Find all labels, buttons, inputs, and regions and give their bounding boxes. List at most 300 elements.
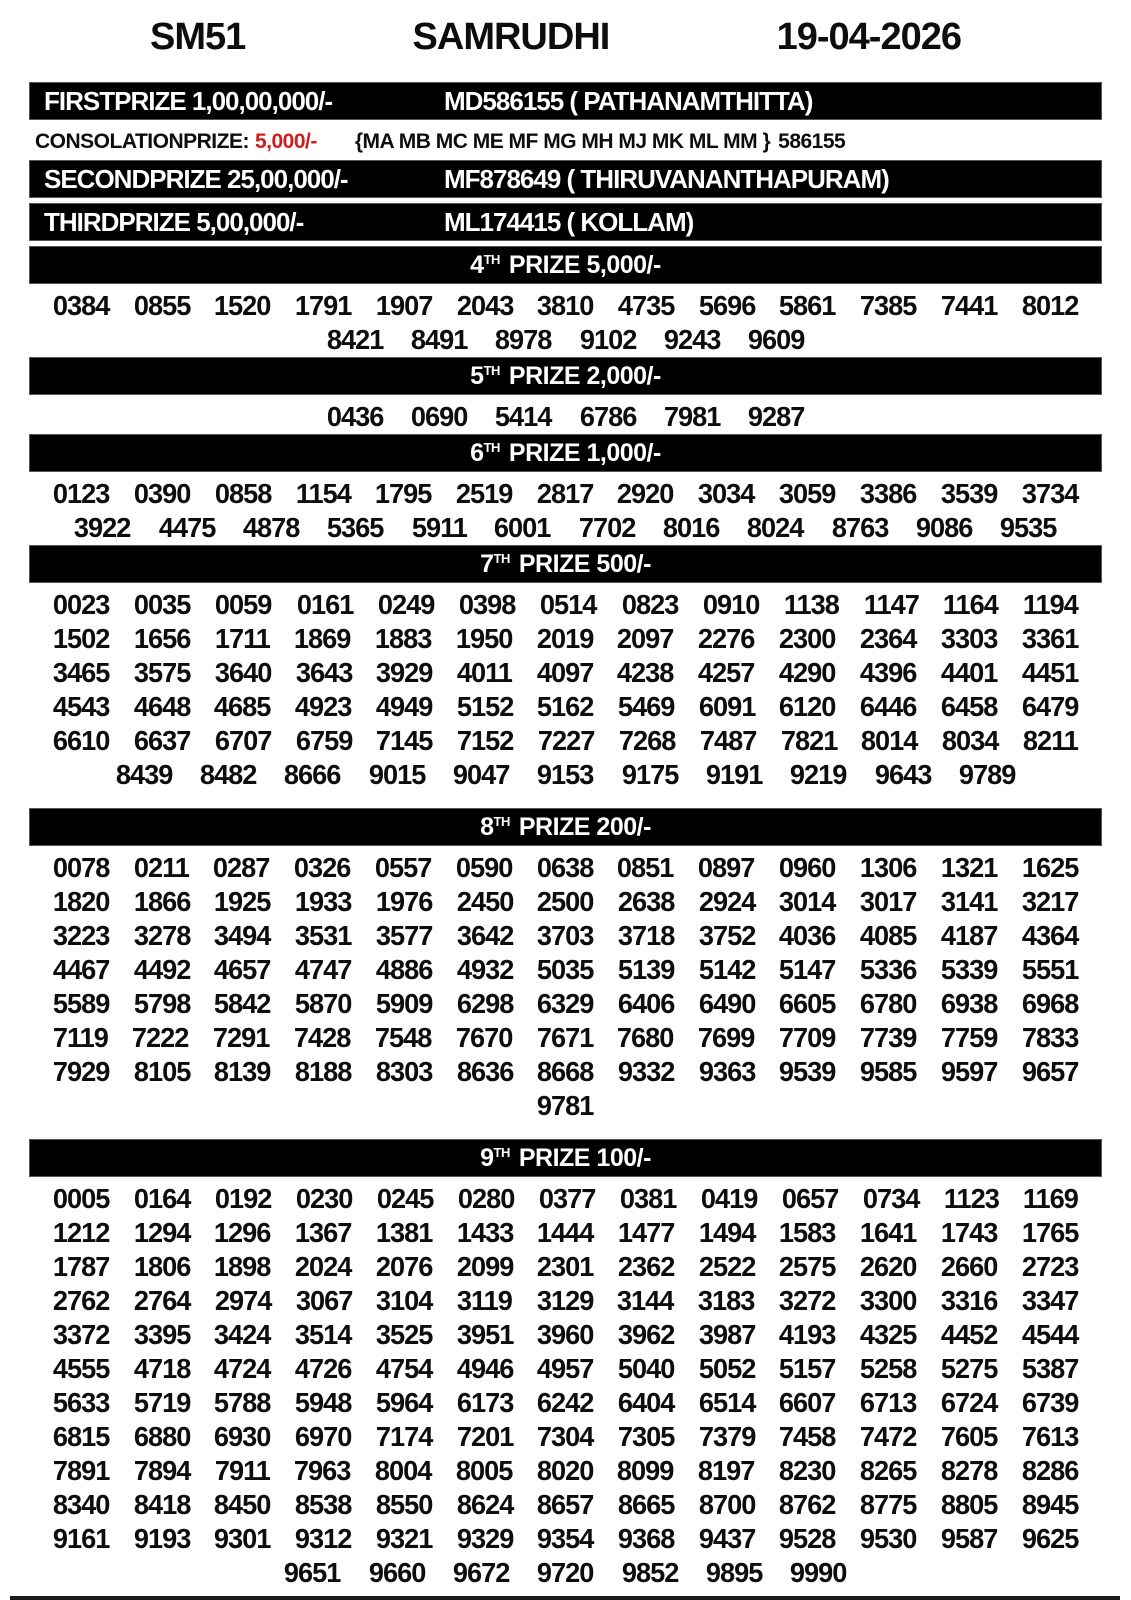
winning-number: 3951 xyxy=(456,1319,514,1350)
winning-number: 0657 xyxy=(781,1183,839,1214)
winning-number: 5798 xyxy=(133,988,191,1019)
winning-number: 2024 xyxy=(295,1251,352,1282)
winning-number: 7605 xyxy=(940,1421,998,1452)
winning-number: 1194 xyxy=(1023,589,1079,620)
consolation-label: CONSOLATIONPRIZE: xyxy=(35,129,249,153)
prize-ordinal: 9 xyxy=(480,1143,494,1172)
winning-number: 4718 xyxy=(133,1353,191,1384)
winning-number: 7304 xyxy=(537,1421,594,1452)
winning-number: 5589 xyxy=(52,988,110,1019)
winning-number: 9609 xyxy=(747,324,805,355)
winning-number: 7699 xyxy=(698,1022,755,1053)
winning-number: 6329 xyxy=(537,988,594,1019)
winning-number: 2301 xyxy=(537,1251,594,1282)
winning-number: 9321 xyxy=(375,1523,433,1554)
winning-number: 9363 xyxy=(698,1056,756,1087)
first-prize-bar xyxy=(29,82,1102,120)
winning-number: 9193 xyxy=(133,1523,191,1554)
winning-number: 4946 xyxy=(456,1353,514,1384)
winning-number: 9528 xyxy=(779,1523,836,1554)
winning-number: 3642 xyxy=(456,920,514,951)
winning-number: 4648 xyxy=(133,691,191,722)
winning-number: 9329 xyxy=(456,1523,514,1554)
prize-section-title xyxy=(480,550,651,579)
winning-number: 1494 xyxy=(698,1217,756,1248)
winning-number: 3303 xyxy=(940,623,998,654)
winning-number-row xyxy=(0,511,1131,545)
winning-number: 0164 xyxy=(133,1183,191,1214)
winning-number: 3929 xyxy=(376,657,433,688)
winning-number: 6815 xyxy=(52,1421,110,1452)
winning-number: 5842 xyxy=(214,988,271,1019)
winning-number: 6759 xyxy=(295,725,352,756)
winning-number: 3960 xyxy=(537,1319,594,1350)
winning-number: 9789 xyxy=(958,759,1016,790)
winning-number: 8482 xyxy=(200,759,257,790)
winning-number-row xyxy=(0,622,1131,656)
winning-number: 4886 xyxy=(375,954,433,985)
winning-number-row xyxy=(0,400,1131,434)
winning-number: 8265 xyxy=(859,1455,917,1486)
winning-number: 6739 xyxy=(1021,1387,1079,1418)
prize-section-header xyxy=(29,808,1102,846)
winning-number: 8700 xyxy=(698,1489,756,1520)
winning-number: 0059 xyxy=(215,589,272,620)
winning-number: 0192 xyxy=(214,1183,272,1214)
winning-number: 6406 xyxy=(617,988,675,1019)
winning-number-row xyxy=(0,1420,1131,1454)
winning-number: 2019 xyxy=(536,623,593,654)
winning-number: 6120 xyxy=(779,691,836,722)
winning-number: 1321 xyxy=(940,852,998,883)
consolation-amount: 5,000/- xyxy=(254,129,317,153)
winning-number: 1820 xyxy=(52,886,110,917)
winning-number: 4492 xyxy=(133,954,191,985)
winning-number: 8024 xyxy=(747,512,804,543)
winning-number: 5040 xyxy=(617,1353,675,1384)
winning-number: 9720 xyxy=(537,1557,594,1588)
winning-number: 4467 xyxy=(52,954,110,985)
winning-number: 2500 xyxy=(537,886,594,917)
winning-number: 7174 xyxy=(375,1421,433,1452)
winning-number: 4726 xyxy=(295,1353,352,1384)
winning-number: 6707 xyxy=(214,725,272,756)
winning-number: 1296 xyxy=(214,1217,271,1248)
winning-number: 0960 xyxy=(778,852,836,883)
winning-number: 9015 xyxy=(368,759,426,790)
winning-number: 6968 xyxy=(1021,988,1079,1019)
consolation-row xyxy=(29,125,1102,158)
winning-number: 7833 xyxy=(1021,1022,1079,1053)
winning-number-row xyxy=(0,1522,1131,1556)
winning-number: 4396 xyxy=(859,657,917,688)
winning-number: 2764 xyxy=(133,1285,191,1316)
winning-number: 9368 xyxy=(617,1523,675,1554)
winning-number: 3017 xyxy=(860,886,917,917)
winning-number: 8550 xyxy=(375,1489,433,1520)
winning-number: 9651 xyxy=(284,1557,341,1588)
winning-number: 4957 xyxy=(537,1353,594,1384)
winning-number: 2276 xyxy=(698,623,755,654)
winning-number: 3034 xyxy=(698,478,755,509)
prize-section-header xyxy=(29,357,1102,395)
winning-number: 8004 xyxy=(374,1455,432,1486)
winning-number: 4452 xyxy=(940,1319,998,1350)
winning-number: 3361 xyxy=(1021,623,1079,654)
winning-number: 0557 xyxy=(374,852,432,883)
winning-number: 9287 xyxy=(747,401,805,432)
winning-number: 3316 xyxy=(940,1285,998,1316)
winning-number: 9539 xyxy=(779,1056,836,1087)
winning-number: 7119 xyxy=(52,1022,108,1053)
winning-number: 1925 xyxy=(214,886,271,917)
winning-number: 8211 xyxy=(1022,725,1079,756)
winning-number: 1641 xyxy=(860,1217,917,1248)
winning-number: 9332 xyxy=(617,1056,675,1087)
winning-number-row xyxy=(0,758,1131,792)
winning-number: 7894 xyxy=(133,1455,191,1486)
winning-number: 6880 xyxy=(133,1421,191,1452)
winning-number-row xyxy=(0,1284,1131,1318)
winning-number: 0590 xyxy=(455,852,513,883)
winning-number: 5551 xyxy=(1021,954,1079,985)
winning-number: 1907 xyxy=(375,290,433,321)
winning-number-row xyxy=(0,1021,1131,1055)
winning-number: 9312 xyxy=(295,1523,352,1554)
winning-number: 7227 xyxy=(537,725,595,756)
winning-number: 5909 xyxy=(375,988,433,1019)
winning-number: 5633 xyxy=(52,1387,110,1418)
winning-number: 9354 xyxy=(537,1523,594,1554)
winning-number: 3962 xyxy=(617,1319,675,1350)
winning-number: 3395 xyxy=(133,1319,191,1350)
winning-number: 2519 xyxy=(455,478,513,509)
prize-ordinal-suffix: TH xyxy=(493,1144,510,1160)
winning-number: 2364 xyxy=(859,623,917,654)
winning-number: 0249 xyxy=(377,589,435,620)
winning-number-row xyxy=(0,987,1131,1021)
winning-number: 0855 xyxy=(133,290,191,321)
winning-number: 0035 xyxy=(134,589,191,620)
winning-number: 8763 xyxy=(831,512,889,543)
prize-ordinal: 7 xyxy=(480,549,494,578)
prize-ordinal: 5 xyxy=(470,361,484,390)
winning-number: 5719 xyxy=(133,1387,191,1418)
prize-ordinal-suffix: TH xyxy=(483,439,500,455)
winning-number: 1294 xyxy=(133,1217,191,1248)
prize-amount-label: PRIZE 100/- xyxy=(518,1143,651,1172)
winning-number: 4735 xyxy=(617,290,675,321)
winning-number: 2099 xyxy=(456,1251,514,1282)
winning-number: 0381 xyxy=(619,1183,677,1214)
first-prize-label: FIRSTPRIZE 1,00,00,000/- xyxy=(44,85,333,116)
winning-number-row xyxy=(0,851,1131,885)
winning-number-row xyxy=(0,1318,1131,1352)
winning-number: 7458 xyxy=(779,1421,836,1452)
winning-number: 9086 xyxy=(915,512,973,543)
winning-number: 1583 xyxy=(779,1217,836,1248)
consolation-series: {MA MB MC ME MF MG MH MJ MK ML MM } xyxy=(354,129,771,153)
winning-number: 4238 xyxy=(617,657,674,688)
winning-number: 4187 xyxy=(940,920,998,951)
winning-number: 8005 xyxy=(455,1455,513,1486)
winning-number-row xyxy=(0,1488,1131,1522)
winning-number-row xyxy=(0,1352,1131,1386)
winning-number: 3300 xyxy=(859,1285,917,1316)
winning-number: 0514 xyxy=(540,589,597,620)
winning-number: 3752 xyxy=(698,920,756,951)
winning-number: 9219 xyxy=(790,759,847,790)
winning-number: 5162 xyxy=(537,691,594,722)
winning-number: 7441 xyxy=(940,290,998,321)
winning-number: 0377 xyxy=(538,1183,596,1214)
winning-number: 9781 xyxy=(537,1090,594,1121)
winning-number: 7472 xyxy=(860,1421,917,1452)
winning-number: 5870 xyxy=(295,988,352,1019)
winning-number: 6605 xyxy=(779,988,836,1019)
winning-number: 8775 xyxy=(860,1489,917,1520)
winning-number: 0287 xyxy=(213,852,270,883)
winning-number: 8978 xyxy=(495,324,552,355)
winning-number: 9153 xyxy=(537,759,594,790)
winning-number-row xyxy=(0,885,1131,919)
winning-number-row xyxy=(0,1216,1131,1250)
winning-number: 2974 xyxy=(214,1285,272,1316)
winning-number: 0161 xyxy=(296,589,354,620)
winning-number: 4932 xyxy=(456,954,514,985)
winning-number: 7759 xyxy=(940,1022,998,1053)
winning-number: 7487 xyxy=(699,725,757,756)
winning-number: 2660 xyxy=(940,1251,998,1282)
winning-number: 9047 xyxy=(452,759,510,790)
prize-ordinal: 6 xyxy=(470,438,484,467)
winning-number-row xyxy=(0,1089,1131,1123)
winning-number: 9161 xyxy=(52,1523,110,1554)
winning-number: 2575 xyxy=(779,1251,836,1282)
winning-number: 9625 xyxy=(1021,1523,1079,1554)
winning-number: 5275 xyxy=(940,1353,998,1384)
winning-number-row xyxy=(0,919,1131,953)
winning-number: 0230 xyxy=(295,1183,353,1214)
winning-number: 8666 xyxy=(284,759,341,790)
winning-number: 5152 xyxy=(456,691,514,722)
winning-number: 3141 xyxy=(940,886,998,917)
winning-number: 2924 xyxy=(698,886,756,917)
winning-number: 3734 xyxy=(1021,478,1079,509)
winning-number: 0690 xyxy=(410,401,468,432)
prize-ordinal-suffix: TH xyxy=(483,362,500,378)
winning-number: 3539 xyxy=(940,478,998,509)
prize-section-title xyxy=(470,251,661,280)
winning-number: 7305 xyxy=(617,1421,675,1452)
winning-number: 5035 xyxy=(537,954,594,985)
winning-number: 6173 xyxy=(456,1387,514,1418)
winning-number: 4544 xyxy=(1021,1319,1079,1350)
winning-number: 6713 xyxy=(860,1387,917,1418)
winning-number: 0390 xyxy=(133,478,191,509)
winning-number: 1898 xyxy=(214,1251,271,1282)
winning-number: 7385 xyxy=(860,290,917,321)
winning-number: 1444 xyxy=(537,1217,594,1248)
winning-number: 3144 xyxy=(617,1285,674,1316)
winning-number: 3223 xyxy=(52,920,110,951)
winning-number: 9530 xyxy=(860,1523,917,1554)
winning-number: 8278 xyxy=(940,1455,998,1486)
prize-section-title xyxy=(470,439,661,468)
winning-number: 3014 xyxy=(779,886,836,917)
winning-number: 5147 xyxy=(779,954,836,985)
winning-number: 3643 xyxy=(295,657,352,688)
winning-number: 7201 xyxy=(456,1421,514,1452)
winning-number: 6446 xyxy=(860,691,917,722)
winning-number: 7548 xyxy=(374,1022,432,1053)
winning-number: 0910 xyxy=(702,589,760,620)
winning-number: 8286 xyxy=(1021,1455,1079,1486)
winning-number: 1147 xyxy=(863,589,919,620)
winning-number: 0398 xyxy=(459,589,516,620)
winning-number: 2762 xyxy=(52,1285,110,1316)
winning-number: 9657 xyxy=(1021,1056,1079,1087)
winning-number: 3386 xyxy=(859,478,917,509)
prize-amount-label: PRIZE 2,000/- xyxy=(508,361,661,390)
winning-number: 3372 xyxy=(52,1319,110,1350)
winning-number: 7963 xyxy=(293,1455,351,1486)
winning-number: 3067 xyxy=(295,1285,352,1316)
first-prize-winner: MD586155 ( PATHANAMTHITTA) xyxy=(444,85,813,116)
winning-number: 7145 xyxy=(376,725,433,756)
winning-number: 6724 xyxy=(940,1387,998,1418)
winning-number: 4085 xyxy=(860,920,917,951)
prize-amount-label: PRIZE 1,000/- xyxy=(508,438,661,467)
winning-number: 0897 xyxy=(698,852,755,883)
winning-number: 6938 xyxy=(940,988,998,1019)
winning-number: 8668 xyxy=(537,1056,594,1087)
winning-number: 2723 xyxy=(1021,1251,1079,1282)
winning-number: 9191 xyxy=(705,759,763,790)
winning-number: 4747 xyxy=(295,954,352,985)
winning-number: 6458 xyxy=(940,691,998,722)
winning-number: 8012 xyxy=(1021,290,1079,321)
winning-number: 8439 xyxy=(115,759,173,790)
winning-number: 0245 xyxy=(376,1183,434,1214)
second-prize-bar xyxy=(29,160,1102,198)
winning-number: 3217 xyxy=(1021,886,1079,917)
winning-number: 1154 xyxy=(295,478,351,509)
winning-number: 1883 xyxy=(374,623,432,654)
winning-number: 4290 xyxy=(778,657,836,688)
winning-number-row xyxy=(0,1182,1131,1216)
winning-number: 7613 xyxy=(1021,1421,1079,1452)
winning-number: 7671 xyxy=(536,1022,593,1053)
winning-number: 3922 xyxy=(74,512,131,543)
third-prize-bar xyxy=(29,203,1102,241)
winning-number: 5339 xyxy=(940,954,998,985)
winning-number: 3183 xyxy=(698,1285,755,1316)
winning-number: 6479 xyxy=(1021,691,1079,722)
winning-number: 5387 xyxy=(1021,1353,1079,1384)
winning-number: 8805 xyxy=(940,1489,998,1520)
winning-number: 0023 xyxy=(52,589,110,620)
consolation-number: 586155 xyxy=(778,129,846,153)
winning-number: 6786 xyxy=(579,401,636,432)
prize-section-header xyxy=(29,246,1102,284)
winning-number: 4878 xyxy=(242,512,300,543)
winning-number: 8016 xyxy=(662,512,720,543)
winning-number: 8491 xyxy=(410,324,468,355)
winning-number: 9672 xyxy=(452,1557,510,1588)
winning-number-row xyxy=(0,1055,1131,1089)
winning-number: 4325 xyxy=(860,1319,917,1350)
winning-number: 1477 xyxy=(617,1217,675,1248)
winning-number: 8624 xyxy=(456,1489,514,1520)
winning-number: 9587 xyxy=(940,1523,998,1554)
winning-number: 4555 xyxy=(52,1353,110,1384)
winning-number: 8197 xyxy=(698,1455,755,1486)
winning-number: 7428 xyxy=(293,1022,351,1053)
winning-number: 2097 xyxy=(617,623,674,654)
winning-number: 1791 xyxy=(295,290,352,321)
prize-section-title xyxy=(480,1144,651,1173)
winning-number-row xyxy=(0,1556,1131,1590)
winning-number: 2620 xyxy=(860,1251,917,1282)
winning-number: 5142 xyxy=(698,954,756,985)
winning-number: 6404 xyxy=(617,1387,675,1418)
winning-number: 0851 xyxy=(617,852,674,883)
winning-number: 4543 xyxy=(52,691,110,722)
winning-number: 1381 xyxy=(375,1217,433,1248)
winning-number: 1743 xyxy=(940,1217,998,1248)
winning-number: 1933 xyxy=(295,886,352,917)
winning-number: 2920 xyxy=(617,478,674,509)
winning-number: 1950 xyxy=(455,623,513,654)
prize-ordinal-suffix: TH xyxy=(483,251,500,267)
winning-number: 1765 xyxy=(1021,1217,1079,1248)
winning-number: 5696 xyxy=(698,290,756,321)
prize-section-title xyxy=(470,362,661,391)
winning-number: 8636 xyxy=(456,1056,514,1087)
winning-number: 7152 xyxy=(457,725,514,756)
winning-number: 2300 xyxy=(778,623,836,654)
winning-number: 4036 xyxy=(779,920,836,951)
draw-date: 19-04-2026 xyxy=(776,16,961,58)
winning-number: 4364 xyxy=(1021,920,1079,951)
winning-number: 0419 xyxy=(700,1183,758,1214)
winning-number-row xyxy=(0,289,1131,323)
winning-number: 3494 xyxy=(214,920,271,951)
winning-number: 2638 xyxy=(617,886,675,917)
prize-section-header xyxy=(29,545,1102,583)
winning-number: 3104 xyxy=(376,1285,433,1316)
winning-number: 5964 xyxy=(375,1387,433,1418)
winning-number: 7670 xyxy=(455,1022,513,1053)
winning-number: 4011 xyxy=(457,657,513,688)
winning-number: 9660 xyxy=(368,1557,426,1588)
winning-number: 4475 xyxy=(158,512,216,543)
winning-number: 8139 xyxy=(214,1056,271,1087)
winning-number: 4657 xyxy=(214,954,271,985)
prize-ordinal-suffix: TH xyxy=(493,550,510,566)
lottery-name: SAMRUDHI xyxy=(412,16,610,58)
winning-number: 7891 xyxy=(52,1455,110,1486)
winning-number: 8340 xyxy=(52,1489,110,1520)
winning-number-row xyxy=(0,690,1131,724)
winning-number: 4097 xyxy=(536,657,593,688)
winning-number: 8099 xyxy=(617,1455,674,1486)
winning-number: 9243 xyxy=(663,324,721,355)
winning-number: 5365 xyxy=(327,512,384,543)
winning-number: 1806 xyxy=(133,1251,191,1282)
prize-section-title xyxy=(480,813,651,842)
